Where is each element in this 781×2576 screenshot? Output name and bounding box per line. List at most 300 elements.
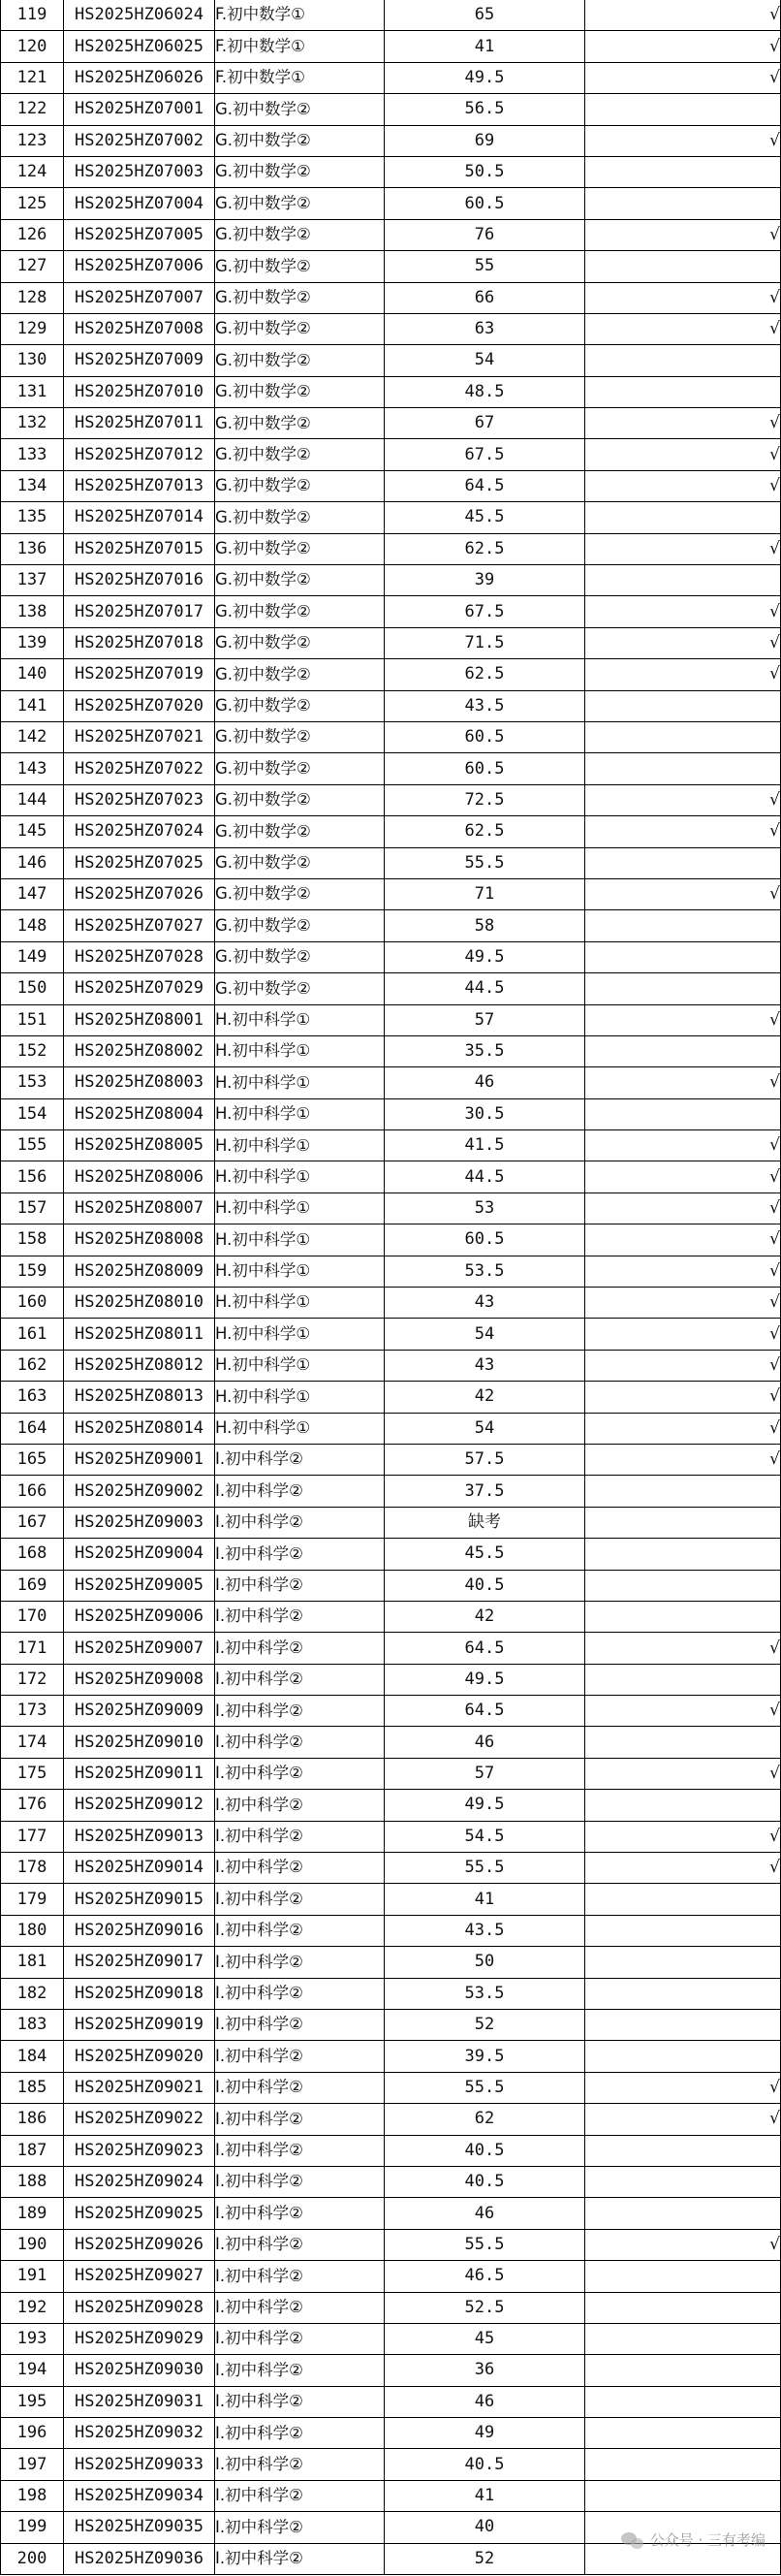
row-index-cell: 191 xyxy=(1,2261,64,2292)
table-row xyxy=(1,1224,781,1256)
qualified-mark-cell xyxy=(585,502,781,533)
subject-cell: I.初中科学② xyxy=(215,2386,385,2417)
score-cell: 67.5 xyxy=(385,439,585,470)
qualified-mark-cell xyxy=(585,2166,781,2197)
exam-number-cell: HS2025HZ09035 xyxy=(64,2512,215,2543)
table-row xyxy=(1,1256,781,1287)
subject-cell: H.初中科学① xyxy=(215,1413,385,1444)
row-index-cell: 173 xyxy=(1,1696,64,1727)
table-row xyxy=(1,2229,781,2260)
table-row xyxy=(1,1382,781,1413)
qualified-mark-cell: √ xyxy=(585,1444,781,1475)
row-index-cell: 124 xyxy=(1,156,64,187)
subject-cell: H.初中科学① xyxy=(215,1350,385,1381)
score-cell: 46 xyxy=(385,1067,585,1098)
row-index-cell: 174 xyxy=(1,1727,64,1758)
subject-cell: F.初中数学① xyxy=(215,62,385,93)
score-cell: 48.5 xyxy=(385,376,585,407)
subject-cell: H.初中科学① xyxy=(215,1193,385,1224)
subject-cell: H.初中科学① xyxy=(215,1035,385,1066)
score-cell: 63 xyxy=(385,313,585,344)
row-index-cell: 199 xyxy=(1,2512,64,2543)
exam-number-cell: HS2025HZ07024 xyxy=(64,816,215,847)
table-row xyxy=(1,721,781,752)
exam-number-cell: HS2025HZ09022 xyxy=(64,2104,215,2135)
table-row xyxy=(1,408,781,439)
subject-cell: G.初中数学② xyxy=(215,878,385,909)
row-index-cell: 125 xyxy=(1,188,64,219)
row-index-cell: 160 xyxy=(1,1288,64,1319)
exam-number-cell: HS2025HZ07009 xyxy=(64,345,215,376)
exam-number-cell: HS2025HZ09033 xyxy=(64,2449,215,2480)
table-row xyxy=(1,1978,781,2009)
row-index-cell: 197 xyxy=(1,2449,64,2480)
qualified-mark-cell xyxy=(585,1601,781,1632)
exam-number-cell: HS2025HZ07023 xyxy=(64,784,215,815)
score-table-body xyxy=(1,0,781,2575)
exam-number-cell: HS2025HZ07021 xyxy=(64,721,215,752)
qualified-mark-cell xyxy=(585,1978,781,2009)
qualified-mark-cell: √ xyxy=(585,1821,781,1852)
score-cell: 55.5 xyxy=(385,1853,585,1884)
qualified-mark-cell xyxy=(585,847,781,878)
row-index-cell: 140 xyxy=(1,659,64,690)
exam-number-cell: HS2025HZ07010 xyxy=(64,376,215,407)
table-row xyxy=(1,1570,781,1601)
qualified-mark-cell: √ xyxy=(585,125,781,156)
subject-cell: G.初中数学② xyxy=(215,847,385,878)
subject-cell: G.初中数学② xyxy=(215,533,385,564)
table-row xyxy=(1,0,781,31)
exam-number-cell: HS2025HZ09021 xyxy=(64,2072,215,2103)
qualified-mark-cell xyxy=(585,1035,781,1066)
qualified-mark-cell: √ xyxy=(585,1350,781,1381)
table-row xyxy=(1,2355,781,2386)
table-row xyxy=(1,1035,781,1066)
table-row xyxy=(1,1853,781,1884)
exam-number-cell: HS2025HZ09030 xyxy=(64,2355,215,2386)
qualified-mark-cell xyxy=(585,2010,781,2041)
score-cell: 64.5 xyxy=(385,1633,585,1664)
score-cell: 55.5 xyxy=(385,847,585,878)
subject-cell: G.初中数学② xyxy=(215,251,385,282)
score-cell: 65 xyxy=(385,0,585,31)
subject-cell: G.初中数学② xyxy=(215,376,385,407)
exam-number-cell: HS2025HZ07022 xyxy=(64,753,215,784)
row-index-cell: 141 xyxy=(1,690,64,721)
qualified-mark-cell xyxy=(585,156,781,187)
qualified-mark-cell: √ xyxy=(585,659,781,690)
subject-cell: G.初中数学② xyxy=(215,596,385,627)
row-index-cell: 137 xyxy=(1,565,64,596)
score-cell: 43.5 xyxy=(385,1915,585,1946)
row-index-cell: 128 xyxy=(1,282,64,313)
row-index-cell: 143 xyxy=(1,753,64,784)
score-cell: 62.5 xyxy=(385,659,585,690)
row-index-cell: 186 xyxy=(1,2104,64,2135)
table-row xyxy=(1,439,781,470)
table-row xyxy=(1,1444,781,1475)
row-index-cell: 142 xyxy=(1,721,64,752)
subject-cell: G.初中数学② xyxy=(215,973,385,1004)
score-cell: 67.5 xyxy=(385,596,585,627)
row-index-cell: 180 xyxy=(1,1915,64,1946)
score-cell: 42 xyxy=(385,1601,585,1632)
exam-number-cell: HS2025HZ07001 xyxy=(64,94,215,125)
subject-cell: I.初中科学② xyxy=(215,2072,385,2103)
subject-cell: I.初中科学② xyxy=(215,1507,385,1538)
table-row xyxy=(1,1915,781,1946)
qualified-mark-cell: √ xyxy=(585,2104,781,2135)
score-cell: 60.5 xyxy=(385,1224,585,1256)
exam-number-cell: HS2025HZ07016 xyxy=(64,565,215,596)
subject-cell: H.初中科学① xyxy=(215,1256,385,1287)
row-index-cell: 167 xyxy=(1,1507,64,1538)
score-cell: 62.5 xyxy=(385,533,585,564)
qualified-mark-cell: √ xyxy=(585,784,781,815)
subject-cell: I.初中科学② xyxy=(215,1476,385,1507)
table-row xyxy=(1,1476,781,1507)
exam-number-cell: HS2025HZ07014 xyxy=(64,502,215,533)
row-index-cell: 139 xyxy=(1,627,64,658)
table-row xyxy=(1,659,781,690)
row-index-cell: 188 xyxy=(1,2166,64,2197)
row-index-cell: 153 xyxy=(1,1067,64,1098)
row-index-cell: 134 xyxy=(1,470,64,501)
qualified-mark-cell xyxy=(585,565,781,596)
table-row xyxy=(1,188,781,219)
table-row xyxy=(1,156,781,187)
row-index-cell: 133 xyxy=(1,439,64,470)
score-cell: 49.5 xyxy=(385,1664,585,1695)
table-row xyxy=(1,1319,781,1350)
qualified-mark-cell: √ xyxy=(585,1633,781,1664)
subject-cell: I.初中科学② xyxy=(215,1601,385,1632)
table-row xyxy=(1,94,781,125)
qualified-mark-cell xyxy=(585,94,781,125)
subject-cell: F.初中数学① xyxy=(215,0,385,31)
exam-number-cell: HS2025HZ07002 xyxy=(64,125,215,156)
qualified-mark-cell xyxy=(585,1727,781,1758)
exam-number-cell: HS2025HZ09007 xyxy=(64,1633,215,1664)
qualified-mark-cell: √ xyxy=(585,1256,781,1287)
table-row xyxy=(1,2072,781,2103)
qualified-mark-cell xyxy=(585,2041,781,2072)
qualified-mark-cell: √ xyxy=(585,816,781,847)
subject-cell: G.初中数学② xyxy=(215,94,385,125)
qualified-mark-cell: √ xyxy=(585,1288,781,1319)
qualified-mark-cell xyxy=(585,910,781,941)
qualified-mark-cell xyxy=(585,2386,781,2417)
row-index-cell: 185 xyxy=(1,2072,64,2103)
table-row xyxy=(1,2166,781,2197)
score-cell: 49.5 xyxy=(385,941,585,972)
table-row xyxy=(1,2543,781,2574)
subject-cell: G.初中数学② xyxy=(215,721,385,752)
score-cell: 57 xyxy=(385,1758,585,1789)
qualified-mark-cell xyxy=(585,1507,781,1538)
watermark-text: 公众号 · 三有考编 xyxy=(649,2531,765,2549)
table-row xyxy=(1,219,781,250)
row-index-cell: 179 xyxy=(1,1884,64,1915)
subject-cell: G.初中数学② xyxy=(215,910,385,941)
qualified-mark-cell xyxy=(585,188,781,219)
subject-cell: G.初中数学② xyxy=(215,941,385,972)
subject-cell: I.初中科学② xyxy=(215,2166,385,2197)
exam-number-cell: HS2025HZ07015 xyxy=(64,533,215,564)
exam-number-cell: HS2025HZ09032 xyxy=(64,2418,215,2449)
row-index-cell: 138 xyxy=(1,596,64,627)
score-cell: 44.5 xyxy=(385,1161,585,1193)
row-index-cell: 192 xyxy=(1,2292,64,2323)
table-row xyxy=(1,502,781,533)
score-cell: 44.5 xyxy=(385,973,585,1004)
row-index-cell: 144 xyxy=(1,784,64,815)
score-cell: 46.5 xyxy=(385,2261,585,2292)
subject-cell: G.初中数学② xyxy=(215,188,385,219)
row-index-cell: 195 xyxy=(1,2386,64,2417)
table-row xyxy=(1,1193,781,1224)
subject-cell: I.初中科学② xyxy=(215,2229,385,2260)
score-cell: 50 xyxy=(385,1947,585,1978)
qualified-mark-cell xyxy=(585,251,781,282)
row-index-cell: 122 xyxy=(1,94,64,125)
score-cell: 49.5 xyxy=(385,62,585,93)
subject-cell: I.初中科学② xyxy=(215,1539,385,1570)
score-cell: 46 xyxy=(385,2386,585,2417)
row-index-cell: 170 xyxy=(1,1601,64,1632)
row-index-cell: 176 xyxy=(1,1790,64,1821)
row-index-cell: 168 xyxy=(1,1539,64,1570)
qualified-mark-cell xyxy=(585,2135,781,2166)
subject-cell: I.初中科学② xyxy=(215,1696,385,1727)
score-cell: 60.5 xyxy=(385,721,585,752)
qualified-mark-cell xyxy=(585,2261,781,2292)
subject-cell: I.初中科学② xyxy=(215,1727,385,1758)
row-index-cell: 190 xyxy=(1,2229,64,2260)
score-cell: 64.5 xyxy=(385,470,585,501)
qualified-mark-cell: √ xyxy=(585,596,781,627)
qualified-mark-cell: √ xyxy=(585,0,781,31)
score-cell: 55.5 xyxy=(385,2072,585,2103)
score-cell: 45.5 xyxy=(385,502,585,533)
exam-number-cell: HS2025HZ09013 xyxy=(64,1821,215,1852)
row-index-cell: 154 xyxy=(1,1098,64,1129)
qualified-mark-cell xyxy=(585,2323,781,2354)
table-row xyxy=(1,1161,781,1193)
subject-cell: H.初中科学① xyxy=(215,1319,385,1350)
score-cell: 40 xyxy=(385,2512,585,2543)
score-cell: 41 xyxy=(385,1884,585,1915)
exam-number-cell: HS2025HZ06024 xyxy=(64,0,215,31)
subject-cell: I.初中科学② xyxy=(215,1758,385,1789)
row-index-cell: 136 xyxy=(1,533,64,564)
row-index-cell: 171 xyxy=(1,1633,64,1664)
table-row xyxy=(1,2418,781,2449)
subject-cell: I.初中科学② xyxy=(215,2261,385,2292)
subject-cell: G.初中数学② xyxy=(215,565,385,596)
subject-cell: H.初中科学① xyxy=(215,1098,385,1129)
score-cell: 41 xyxy=(385,2480,585,2511)
exam-number-cell: HS2025HZ09008 xyxy=(64,1664,215,1695)
exam-number-cell: HS2025HZ07020 xyxy=(64,690,215,721)
score-cell: 39.5 xyxy=(385,2041,585,2072)
row-index-cell: 198 xyxy=(1,2480,64,2511)
qualified-mark-cell xyxy=(585,2480,781,2511)
table-row xyxy=(1,2386,781,2417)
exam-number-cell: HS2025HZ07006 xyxy=(64,251,215,282)
exam-number-cell: HS2025HZ07004 xyxy=(64,188,215,219)
subject-cell: G.初中数学② xyxy=(215,282,385,313)
exam-number-cell: HS2025HZ07005 xyxy=(64,219,215,250)
table-row xyxy=(1,973,781,1004)
row-index-cell: 123 xyxy=(1,125,64,156)
table-row xyxy=(1,2512,781,2543)
score-cell: 37.5 xyxy=(385,1476,585,1507)
exam-number-cell: HS2025HZ09019 xyxy=(64,2010,215,2041)
score-cell: 43 xyxy=(385,1288,585,1319)
qualified-mark-cell xyxy=(585,1098,781,1129)
subject-cell: I.初中科学② xyxy=(215,2418,385,2449)
exam-number-cell: HS2025HZ09031 xyxy=(64,2386,215,2417)
qualified-mark-cell xyxy=(585,690,781,721)
row-index-cell: 181 xyxy=(1,1947,64,1978)
table-row xyxy=(1,2480,781,2511)
qualified-mark-cell xyxy=(585,2543,781,2574)
exam-number-cell: HS2025HZ09029 xyxy=(64,2323,215,2354)
score-cell: 36 xyxy=(385,2355,585,2386)
exam-number-cell: HS2025HZ09006 xyxy=(64,1601,215,1632)
qualified-mark-cell: √ xyxy=(585,1004,781,1035)
exam-number-cell: HS2025HZ07003 xyxy=(64,156,215,187)
subject-cell: G.初中数学② xyxy=(215,784,385,815)
exam-number-cell: HS2025HZ09004 xyxy=(64,1539,215,1570)
row-index-cell: 157 xyxy=(1,1193,64,1224)
subject-cell: I.初中科学② xyxy=(215,1790,385,1821)
exam-number-cell: HS2025HZ09027 xyxy=(64,2261,215,2292)
exam-number-cell: HS2025HZ06026 xyxy=(64,62,215,93)
qualified-mark-cell: √ xyxy=(585,1853,781,1884)
subject-cell: H.初中科学① xyxy=(215,1288,385,1319)
row-index-cell: 187 xyxy=(1,2135,64,2166)
subject-cell: I.初中科学② xyxy=(215,1978,385,2009)
score-cell: 40.5 xyxy=(385,2449,585,2480)
subject-cell: I.初中科学② xyxy=(215,1444,385,1475)
row-index-cell: 200 xyxy=(1,2543,64,2574)
subject-cell: I.初中科学② xyxy=(215,1947,385,1978)
table-row xyxy=(1,313,781,344)
subject-cell: H.初中科学① xyxy=(215,1224,385,1256)
table-row xyxy=(1,816,781,847)
subject-cell: G.初中数学② xyxy=(215,125,385,156)
exam-number-cell: HS2025HZ08007 xyxy=(64,1193,215,1224)
exam-number-cell: HS2025HZ07027 xyxy=(64,910,215,941)
subject-cell: F.初中数学① xyxy=(215,31,385,62)
score-cell: 40.5 xyxy=(385,2166,585,2197)
qualified-mark-cell xyxy=(585,376,781,407)
exam-number-cell: HS2025HZ07011 xyxy=(64,408,215,439)
score-cell: 41.5 xyxy=(385,1130,585,1161)
table-row xyxy=(1,910,781,941)
table-row xyxy=(1,1727,781,1758)
exam-number-cell: HS2025HZ09016 xyxy=(64,1915,215,1946)
exam-number-cell: HS2025HZ08012 xyxy=(64,1350,215,1381)
qualified-mark-cell: √ xyxy=(585,408,781,439)
exam-number-cell: HS2025HZ09002 xyxy=(64,1476,215,1507)
table-row xyxy=(1,941,781,972)
row-index-cell: 131 xyxy=(1,376,64,407)
row-index-cell: 196 xyxy=(1,2418,64,2449)
subject-cell: I.初中科学② xyxy=(215,2512,385,2543)
qualified-mark-cell xyxy=(585,1664,781,1695)
exam-number-cell: HS2025HZ09005 xyxy=(64,1570,215,1601)
qualified-mark-cell: √ xyxy=(585,282,781,313)
qualified-mark-cell: √ xyxy=(585,2072,781,2103)
qualified-mark-cell: √ xyxy=(585,62,781,93)
exam-number-cell: HS2025HZ07013 xyxy=(64,470,215,501)
exam-number-cell: HS2025HZ09001 xyxy=(64,1444,215,1475)
row-index-cell: 175 xyxy=(1,1758,64,1789)
qualified-mark-cell xyxy=(585,941,781,972)
subject-cell: G.初中数学② xyxy=(215,816,385,847)
exam-number-cell: HS2025HZ09025 xyxy=(64,2198,215,2229)
table-row xyxy=(1,2292,781,2323)
qualified-mark-cell: √ xyxy=(585,1130,781,1161)
exam-number-cell: HS2025HZ09011 xyxy=(64,1758,215,1789)
table-row xyxy=(1,596,781,627)
score-cell: 71.5 xyxy=(385,627,585,658)
row-index-cell: 177 xyxy=(1,1821,64,1852)
subject-cell: H.初中科学① xyxy=(215,1382,385,1413)
exam-number-cell: HS2025HZ09010 xyxy=(64,1727,215,1758)
qualified-mark-cell: √ xyxy=(585,627,781,658)
score-cell: 40.5 xyxy=(385,2135,585,2166)
exam-number-cell: HS2025HZ09036 xyxy=(64,2543,215,2574)
exam-number-cell: HS2025HZ07012 xyxy=(64,439,215,470)
subject-cell: I.初中科学② xyxy=(215,2323,385,2354)
table-row xyxy=(1,2041,781,2072)
exam-number-cell: HS2025HZ09014 xyxy=(64,1853,215,1884)
score-cell: 60.5 xyxy=(385,188,585,219)
subject-cell: I.初中科学② xyxy=(215,2198,385,2229)
exam-number-cell: HS2025HZ08003 xyxy=(64,1067,215,1098)
table-row xyxy=(1,1130,781,1161)
score-cell: 71 xyxy=(385,878,585,909)
exam-number-cell: HS2025HZ08006 xyxy=(64,1161,215,1193)
table-row xyxy=(1,1884,781,1915)
score-cell: 62 xyxy=(385,2104,585,2135)
exam-number-cell: HS2025HZ08002 xyxy=(64,1035,215,1066)
subject-cell: I.初中科学② xyxy=(215,2292,385,2323)
score-cell: 39 xyxy=(385,565,585,596)
exam-number-cell: HS2025HZ08010 xyxy=(64,1288,215,1319)
table-row xyxy=(1,533,781,564)
exam-number-cell: HS2025HZ09023 xyxy=(64,2135,215,2166)
row-index-cell: 164 xyxy=(1,1413,64,1444)
row-index-cell: 155 xyxy=(1,1130,64,1161)
table-row xyxy=(1,1696,781,1727)
exam-number-cell: HS2025HZ08009 xyxy=(64,1256,215,1287)
qualified-mark-cell xyxy=(585,2449,781,2480)
qualified-mark-cell xyxy=(585,1539,781,1570)
exam-number-cell: HS2025HZ08014 xyxy=(64,1413,215,1444)
table-row xyxy=(1,1098,781,1129)
exam-number-cell: HS2025HZ09015 xyxy=(64,1884,215,1915)
qualified-mark-cell xyxy=(585,1790,781,1821)
subject-cell: I.初中科学② xyxy=(215,2480,385,2511)
qualified-mark-cell xyxy=(585,345,781,376)
row-index-cell: 132 xyxy=(1,408,64,439)
